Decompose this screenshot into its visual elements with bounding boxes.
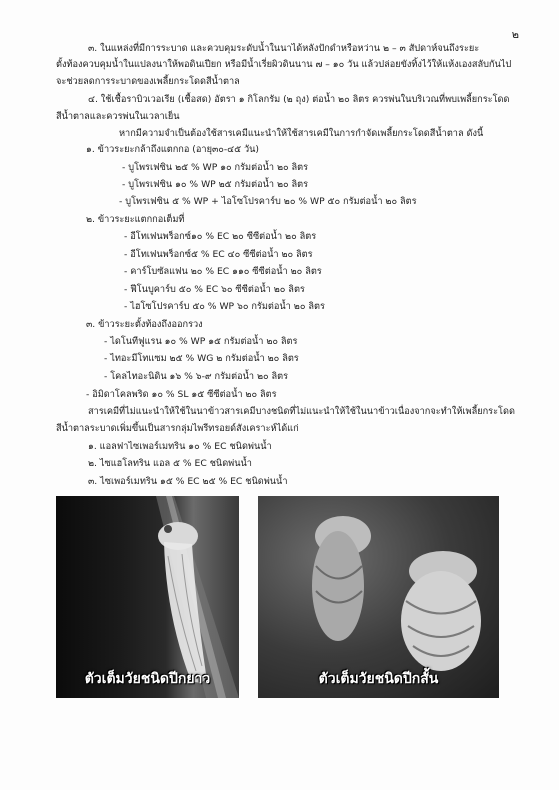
paragraph-line: ๔. ใช้เชื้อราบิวเวอเรีย (เชื้อสด) อัตรา ๑ กิโลกรัม (๒ ถุง) ต่อน้ำ ๒๐ ลิตร ควรพ่นในบริเวณที่พบเพลี้ยกระโดด: [88, 94, 510, 105]
section-heading: ๑. ข้าวระยะกล้าถึงแตกกอ (อายุ๓๐-๔๕ วัน): [86, 144, 260, 155]
photo-caption-right: ตัวเต็มวัยชนิดปีกสั้น: [318, 671, 439, 687]
photo-caption-left: ตัวเต็มวัยชนิดปีกยาว: [84, 671, 211, 687]
list-item: - บูโพรเฟซิน ๒๕ % WP ๑๐ กรัมต่อน้ำ ๒๐ ลิตร: [122, 162, 309, 173]
paragraph-line: สารเคมีที่ไม่แนะนำให้ใช้ในนาข้าวสารเคมีบางชนิดที่ไม่แนะนำให้ใช้ในนาข้าวเนื่องจากจะทำให้เพลี้ยกระโดด: [88, 406, 515, 417]
photo-long-winged-adult: [56, 496, 239, 698]
list-item: - ไดโนทีฟูแรน ๑๐ % WP ๑๕ กรัมต่อน้ำ ๒๐ ลิตร: [104, 336, 298, 347]
list-item: - อีโทเฟนพร็อกซ์๑๐ % EC ๒๐ ซีซีต่อน้ำ ๒๐ ลิตร: [124, 231, 317, 242]
list-item: ๓. ไซเพอร์เมทริน ๑๕ % EC ๒๕ % EC ชนิดพ่นน้ำ: [88, 476, 288, 487]
page-number: ๒: [511, 28, 519, 41]
list-item: - ไฮโซโปรคาร์บ ๕๐ % WP ๖๐ กรัมต่อน้ำ ๒๐ ลิตร: [124, 301, 325, 312]
list-item: ๒. ไซแฮโลทริน แอล ๕ % EC ชนิดพ่นน้ำ: [88, 458, 252, 469]
list-item: ๑. แอลฟาไซเพอร์เมทริน ๑๐ % EC ชนิดพ่นน้ำ: [88, 441, 272, 452]
list-item: - อิมิดาโคลพริด ๑๐ % SL ๑๕ ซีซีต่อน้ำ ๒๐ ลิตร: [86, 389, 277, 400]
section-heading: ๒. ข้าวระยะแตกกอเต็มที่: [86, 214, 185, 225]
list-item: - คาร์โบซัลแฟน ๒๐ % EC ๑๑๐ ซีซีต่อน้ำ ๒๐ ลิตร: [124, 266, 322, 277]
list-item: - อีโทเฟนพร็อกซ์๕ % EC ๔๐ ซีซีต่อน้ำ ๒๐ ลิตร: [124, 249, 313, 260]
paragraph-line: สีน้ำตาลระบาดเพิ่มขึ้นเป็นสารกลุ่มไพรีทรอยด์สังเคราะห์ได้แก่: [56, 423, 299, 434]
list-item: - โคลไทอะนิดิน ๑๖ % ๖-๙ กรัมต่อน้ำ ๒๐ ลิตร: [104, 371, 289, 382]
paragraph-line: หากมีความจำเป็นต้องใช้สารเคมีแนะนำให้ใช้สารเคมีในการกำจัดเพลี้ยกระโดดสีน้ำตาล ดังนี้: [119, 128, 484, 139]
paragraph-line: ๓. ในแหล่งที่มีการระบาด และควบคุมระดับน้ำในนาได้หลังปักดำหรือหว่าน ๒ – ๓ สัปดาห์จนถึงระยะ: [88, 43, 480, 54]
photo-short-winged-adult: [258, 496, 499, 698]
paragraph-line: จะช่วยลดการระบาดของเพลี้ยกระโดดสีน้ำตาล: [56, 76, 240, 87]
section-heading: ๓. ข้าวระยะตั้งท้องถึงออกรวง: [86, 319, 203, 330]
list-item: - บูโพรเฟซิน ๑๐ % WP ๒๕ กรัมต่อน้ำ ๒๐ ลิตร: [122, 179, 309, 190]
list-item: - ฟีโนบูคาร์บ ๕๐ % EC ๖๐ ซีซีต่อน้ำ ๒๐ ลิตร: [124, 284, 305, 295]
paragraph-line: ตั้งท้องควบคุมน้ำในแปลงนาให้พอดินเปียก หรือมีน้ำเรี่ยผิวดินนาน ๗ – ๑๐ วัน แล้วปล่อยขังทิ้งไว้ให้แห้งเองสลับกันไป: [56, 59, 512, 70]
paragraph-line: สีน้ำตาลและควรพ่นในเวลาเย็น: [56, 111, 180, 122]
list-item: - บูโพรเฟซิน ๕ % WP + ไอโซโปรคาร์บ ๒๐ % WP ๕๐ กรัมต่อน้ำ ๒๐ ลิตร: [119, 196, 417, 207]
list-item: - ไทอะมีโทแซม ๒๕ % WG ๒ กรัมต่อน้ำ ๒๐ ลิตร: [104, 353, 299, 364]
